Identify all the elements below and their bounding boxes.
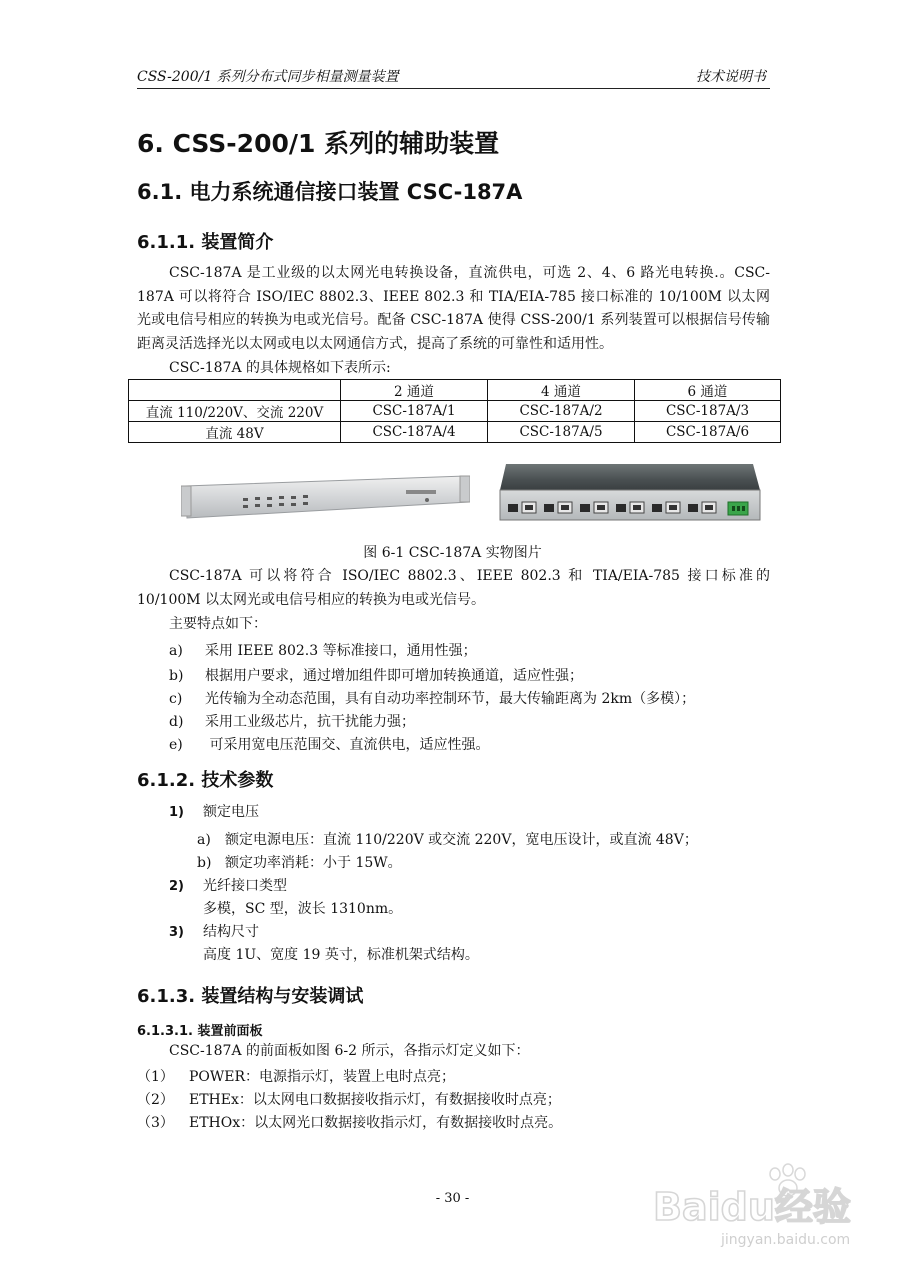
section-6-1-2-heading: 6.1.2. 技术参数 — [137, 770, 274, 791]
section-6-1-heading: 6.1. 电力系统通信接口装置 CSC-187A — [137, 180, 523, 204]
param-label: 光纤接口类型 — [203, 878, 287, 894]
list-item — [169, 711, 415, 731]
table-row — [129, 422, 781, 443]
page-header — [137, 60, 770, 89]
table-cell: CSC-187A/1 — [341, 401, 488, 422]
param-number: 3) — [169, 925, 184, 940]
list-marker: a) — [197, 832, 211, 848]
list-item — [169, 665, 583, 685]
param-text: 高度 1U、宽度 19 英寸，标准机架式结构。 — [203, 947, 479, 963]
param-label: 额定电压 — [203, 804, 259, 820]
device-front-photo — [181, 472, 470, 526]
list-text: 可采用宽电压范围交、直流供电，适应性强。 — [205, 737, 490, 753]
list-item — [197, 852, 402, 872]
intro-paragraph — [137, 262, 770, 356]
list-item — [137, 1066, 455, 1086]
param-label: 结构尺寸 — [203, 924, 259, 940]
list-text: 采用工业级芯片，抗干扰能力强； — [205, 714, 415, 730]
param-number: 1) — [169, 805, 184, 820]
table-header-cell: 4 通道 — [488, 380, 635, 401]
list-item — [137, 1112, 562, 1132]
table-cell: CSC-187A/5 — [488, 422, 635, 443]
intro-text: CSC-187A 是工业级的以太网光电转换设备，直流供电，可选 2、4、6 路光电转换.。CSC-187A 可以将符合 ISO/IEC 8802.3、IEEE 802.3 和 TIA/EIA-785 接口标准的 10/100M 以太网光或电信号相应的转换为电或光信号。配备 CSC-187A 使得 CSS-200/1 系列装置可以根据信号传输距离灵活选择光以太网或电以太网通信方式，提高了系统的可靠性和适用性。 — [137, 265, 770, 352]
list-marker: （2） — [137, 1092, 174, 1108]
list-text: ETHEx：以太网电口数据接收指示灯，有数据接收时点亮； — [189, 1092, 561, 1108]
table-row — [129, 401, 781, 422]
param-text: 多模，SC 型，波长 1310nm。 — [203, 901, 403, 917]
list-item — [169, 734, 489, 754]
baidu-watermark — [643, 1160, 863, 1250]
table-header-cell: 2 通道 — [341, 380, 488, 401]
list-text: POWER：电源指示灯，装置上电时点亮； — [189, 1069, 456, 1085]
table-header-cell: 6 通道 — [635, 380, 781, 401]
table-header-cell — [129, 380, 341, 401]
list-marker: a) — [169, 643, 183, 659]
list-text: 采用 IEEE 802.3 等标准接口，通用性强； — [205, 643, 477, 659]
list-marker: b) — [169, 668, 184, 684]
list-marker: d) — [169, 714, 184, 730]
list-item — [169, 688, 695, 708]
figure-caption: 图 6-1 CSC-187A 实物图片 — [363, 545, 542, 561]
section-6-1-1-heading: 6.1.1. 装置简介 — [137, 232, 274, 253]
header-left-title: CSS-200/1 系列分布式同步相量测量装置 — [137, 69, 399, 85]
list-item — [137, 1089, 561, 1109]
spec-intro: CSC-187A 的具体规格如下表所示: — [169, 360, 391, 376]
table-cell: CSC-187A/2 — [488, 401, 635, 422]
list-marker: b) — [197, 855, 212, 871]
list-text: 光传输为全动态范围，具有自动功率控制环节，最大传输距离为 2km（多模）； — [205, 691, 696, 707]
table-cell: CSC-187A/6 — [635, 422, 781, 443]
device-rear-photo — [498, 462, 761, 525]
list-marker: c) — [169, 691, 183, 707]
compat-text: CSC-187A 可以将符合 ISO/IEC 8802.3、IEEE 802.3 和 TIA/EIA-785 接口标准的 10/100M 以太网光或电信号相应的转换为电或光信号。 — [137, 568, 770, 608]
param-number: 2) — [169, 879, 184, 894]
list-marker: （1） — [137, 1069, 174, 1085]
list-item — [197, 829, 698, 849]
table-cell: 直流 110/220V、交流 220V — [129, 401, 341, 422]
list-item — [169, 640, 477, 660]
watermark-url: jingyan.baidu.com — [721, 1232, 851, 1248]
page-number: - 30 - — [435, 1191, 470, 1206]
section-6-1-3-heading: 6.1.3. 装置结构与安装调试 — [137, 986, 364, 1007]
list-text: 额定电源电压：直流 110/220V 或交流 220V，宽电压设计，或直流 48V； — [225, 832, 698, 848]
header-right-title: 技术说明书 — [696, 69, 766, 85]
table-cell: CSC-187A/4 — [341, 422, 488, 443]
table-header-row — [129, 380, 781, 401]
table-cell: CSC-187A/3 — [635, 401, 781, 422]
section-6-1-3-1-heading: 6.1.3.1. 装置前面板 — [137, 1024, 263, 1039]
list-text: 根据用户要求，通过增加组件即可增加转换通道，适应性强； — [205, 668, 583, 684]
list-marker: （3） — [137, 1115, 174, 1131]
table-cell: 直流 48V — [129, 422, 341, 443]
section-6-heading: 6. CSS-200/1 系列的辅助装置 — [137, 129, 500, 158]
panel-intro: CSC-187A 的前面板如图 6-2 所示，各指示灯定义如下： — [169, 1043, 530, 1059]
list-marker: e) — [169, 737, 183, 753]
compat-paragraph — [137, 565, 770, 612]
watermark-brand: Baidu经验 — [653, 1185, 851, 1229]
list-text: 额定功率消耗：小于 15W。 — [225, 855, 402, 871]
spec-table — [128, 379, 781, 443]
features-intro: 主要特点如下： — [169, 616, 267, 632]
list-text: ETHOx：以太网光口数据接收指示灯，有数据接收时点亮。 — [189, 1115, 563, 1131]
